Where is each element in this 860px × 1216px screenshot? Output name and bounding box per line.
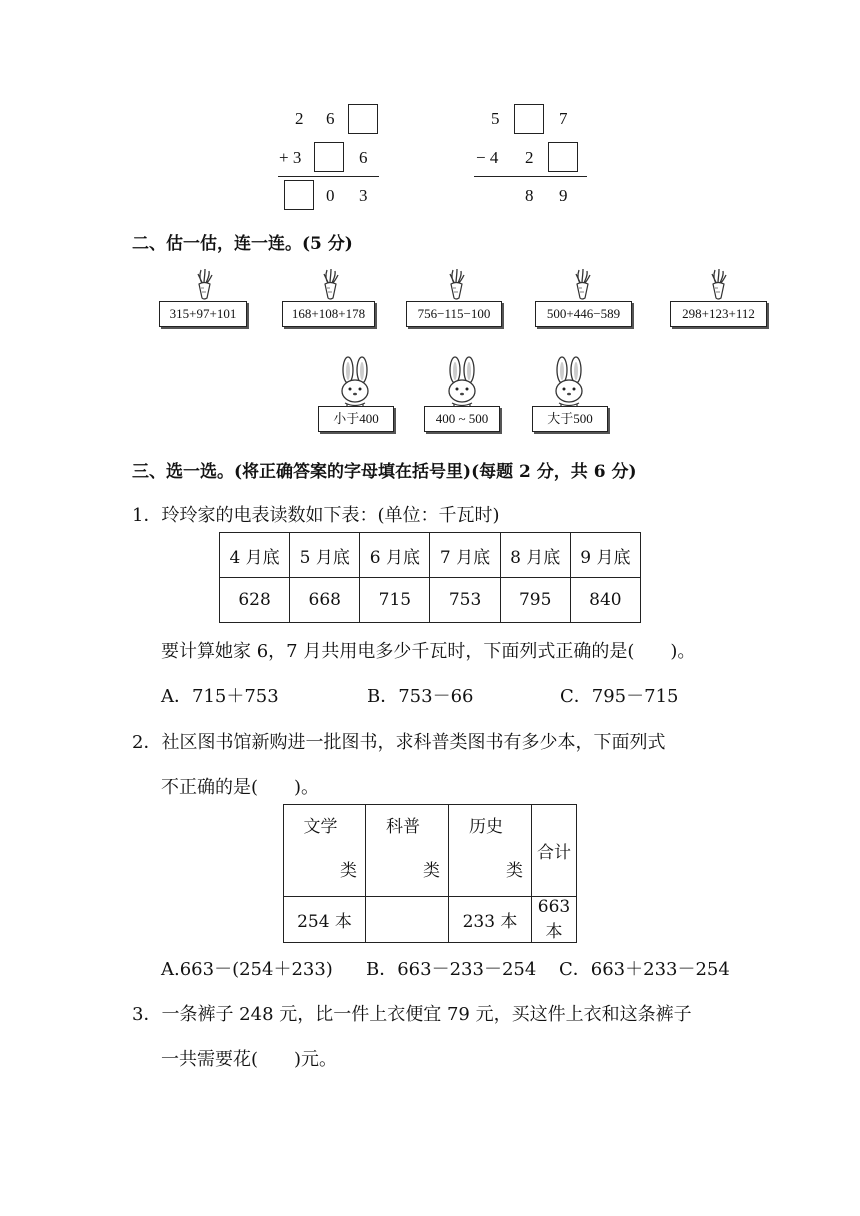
difference-line xyxy=(474,176,587,177)
table-cell: 840 xyxy=(570,578,640,623)
q1-option-c[interactable]: C．795－715 xyxy=(560,686,679,707)
table-cell: 254 本 xyxy=(284,897,366,943)
digit: 6 xyxy=(326,109,335,128)
table-header xyxy=(284,805,366,897)
range-card[interactable]: 400 ~ 500 xyxy=(424,406,500,432)
carrot-icon xyxy=(191,268,219,302)
q3-stem-line2: 一共需要花( )元。 xyxy=(161,1049,338,1070)
q2-option-a[interactable]: A.663－(254＋233) xyxy=(161,959,333,980)
carrot-icon xyxy=(317,268,345,302)
table-header: 8 月底 xyxy=(500,533,570,578)
digit: 9 xyxy=(559,186,568,205)
table-row xyxy=(284,805,577,897)
table-row xyxy=(220,533,641,578)
table-cell: 753 xyxy=(430,578,500,623)
carrot-icon xyxy=(443,268,471,302)
header-line: 类 xyxy=(506,861,523,881)
digit: 0 xyxy=(326,186,335,205)
table-header: 4 月底 xyxy=(220,533,290,578)
table-row xyxy=(220,578,641,623)
answer-box[interactable] xyxy=(514,104,544,134)
bunny-icon xyxy=(549,356,589,410)
digit: 8 xyxy=(525,186,534,205)
carrot-icon xyxy=(705,268,733,302)
table-header: 合计 xyxy=(532,805,577,897)
books-table xyxy=(283,804,577,943)
carrot-icon xyxy=(569,268,597,302)
q2-stem-line2: 不正确的是( )。 xyxy=(161,777,320,798)
table-cell: 233 本 xyxy=(449,897,532,943)
header-line: 类 xyxy=(340,861,357,881)
section2-heading: 二、估一估，连一连。(5 分) xyxy=(132,234,353,254)
digit: − 4 xyxy=(476,148,499,167)
q1-option-a[interactable]: A．715＋753 xyxy=(161,686,279,707)
bunny-icon xyxy=(335,356,375,410)
q2-option-c[interactable]: C．663＋233－254 xyxy=(559,959,730,980)
q1-option-b[interactable]: B．753－66 xyxy=(367,686,474,707)
digit: 7 xyxy=(559,109,568,128)
expression-card[interactable]: 315+97+101 xyxy=(159,301,247,327)
expression-card[interactable]: 756−115−100 xyxy=(406,301,502,327)
q1-question: 要计算她家 6，7 月共用电多少千瓦时，下面列式正确的是( )。 xyxy=(161,641,696,662)
answer-box[interactable] xyxy=(548,142,578,172)
table-cell xyxy=(366,897,449,943)
digit: 2 xyxy=(295,109,304,128)
meter-table xyxy=(219,532,641,623)
range-card[interactable]: 大于500 xyxy=(532,406,608,432)
section3-heading: 三、选一选。(将正确答案的字母填在括号里)(每题 2 分，共 6 分) xyxy=(132,462,637,482)
table-row xyxy=(284,897,577,943)
header-line: 文学 xyxy=(303,817,338,837)
table-header xyxy=(366,805,449,897)
answer-box[interactable] xyxy=(284,180,314,210)
table-header xyxy=(449,805,532,897)
q1-stem: 1．玲玲家的电表读数如下表：(单位：千瓦时) xyxy=(132,505,500,526)
digit: + 3 xyxy=(279,148,302,167)
digit: 3 xyxy=(359,186,368,205)
table-cell: 628 xyxy=(220,578,290,623)
digit: 2 xyxy=(525,148,534,167)
table-header: 6 月底 xyxy=(360,533,430,578)
answer-box[interactable] xyxy=(314,142,344,172)
header-line: 科普 xyxy=(386,817,420,837)
table-header: 9 月底 xyxy=(570,533,640,578)
header-line: 类 xyxy=(423,861,440,881)
digit: 6 xyxy=(359,148,368,167)
expression-card[interactable]: 168+108+178 xyxy=(282,301,375,327)
table-cell: 715 xyxy=(360,578,430,623)
q3-stem-line1: 3．一条裤子 248 元，比一件上衣便宜 79 元，买这件上衣和这条裤子 xyxy=(132,1004,692,1025)
q2-option-b[interactable]: B．663－233－254 xyxy=(366,959,537,980)
digit: 5 xyxy=(491,109,500,128)
bunny-icon xyxy=(442,356,482,410)
q2-stem-line1: 2．社区图书馆新购进一批图书，求科普类图书有多少本，下面列式 xyxy=(132,732,666,753)
expression-card[interactable]: 298+123+112 xyxy=(670,301,767,327)
table-cell: 668 xyxy=(290,578,360,623)
table-cell: 795 xyxy=(500,578,570,623)
table-cell: 663 本 xyxy=(532,897,577,943)
expression-card[interactable]: 500+446−589 xyxy=(535,301,632,327)
header-line: 历史 xyxy=(469,817,503,837)
range-card[interactable]: 小于400 xyxy=(318,406,394,432)
table-header: 5 月底 xyxy=(290,533,360,578)
table-header: 7 月底 xyxy=(430,533,500,578)
sum-line xyxy=(278,176,379,177)
answer-box[interactable] xyxy=(348,104,378,134)
